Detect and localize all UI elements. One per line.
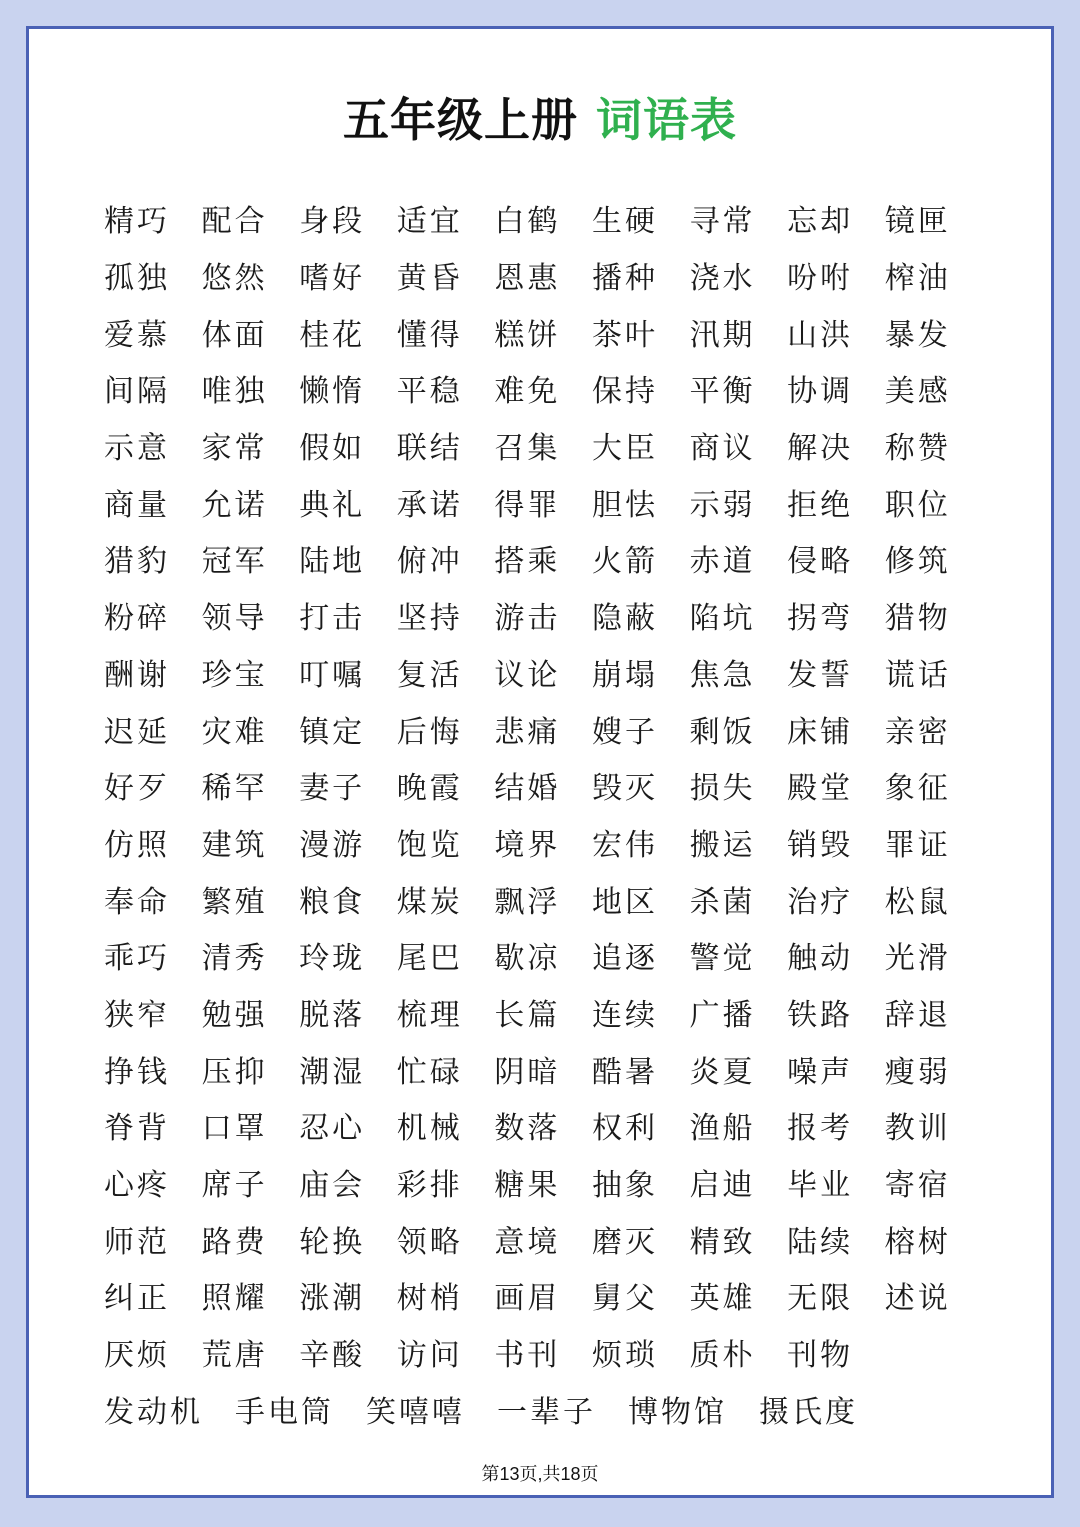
- word: 歇凉: [494, 941, 561, 977]
- word-row: [104, 417, 1024, 474]
- word: 床铺: [787, 714, 854, 750]
- word: 承诺: [396, 487, 463, 523]
- word: 报考: [787, 1111, 854, 1147]
- word: 铁路: [787, 997, 854, 1033]
- word: 职位: [884, 487, 951, 523]
- word: 假如: [299, 431, 366, 467]
- word: 纠正: [104, 1281, 170, 1317]
- word: 嗜好: [299, 261, 366, 297]
- word: 勉强: [201, 997, 268, 1033]
- word: 允诺: [201, 487, 268, 523]
- word: 崩塌: [591, 657, 658, 693]
- word: 爱慕: [104, 317, 170, 353]
- word-row: [104, 644, 1024, 701]
- word: 挣钱: [104, 1054, 170, 1090]
- word-row: [104, 303, 1024, 360]
- word: 身段: [299, 204, 366, 240]
- word: 稀罕: [201, 771, 268, 807]
- word: 磨灭: [591, 1224, 658, 1260]
- word: 吩咐: [787, 261, 854, 297]
- word: 发誓: [787, 657, 854, 693]
- word: 糕饼: [494, 317, 561, 353]
- word: 松鼠: [884, 884, 951, 920]
- word: 乖巧: [104, 941, 170, 977]
- word: 搬运: [689, 827, 756, 863]
- word: 拐弯: [787, 601, 854, 637]
- word: 保持: [591, 374, 658, 410]
- word: 迟延: [104, 714, 170, 750]
- word: 脱落: [299, 997, 366, 1033]
- word: 山洪: [787, 317, 854, 353]
- word: 焦急: [689, 657, 756, 693]
- word: 触动: [787, 941, 854, 977]
- word: 漫游: [299, 827, 366, 863]
- page-title: [0, 88, 1080, 152]
- word: 荒唐: [201, 1338, 268, 1374]
- word: 画眉: [494, 1281, 561, 1317]
- word: 树梢: [396, 1281, 463, 1317]
- word: 罪证: [884, 827, 951, 863]
- word: 忍心: [299, 1111, 366, 1147]
- word: 师范: [104, 1224, 170, 1260]
- word: 陆续: [787, 1224, 854, 1260]
- word: 嫂子: [591, 714, 658, 750]
- word: 火箭: [591, 544, 658, 580]
- word: 领略: [396, 1224, 463, 1260]
- word: 亲密: [884, 714, 951, 750]
- word: 脊背: [104, 1111, 170, 1147]
- word: 暴发: [884, 317, 951, 353]
- word: 联结: [396, 431, 463, 467]
- word: 潮湿: [299, 1054, 366, 1090]
- word: 播种: [591, 261, 658, 297]
- word: 噪声: [787, 1054, 854, 1090]
- word: 权利: [591, 1111, 658, 1147]
- word-row: [104, 814, 1024, 871]
- word: 境界: [494, 827, 561, 863]
- word: 涨潮: [299, 1281, 366, 1317]
- word: 侵略: [787, 544, 854, 580]
- word: 教训: [884, 1111, 951, 1147]
- word: 桂花: [299, 317, 366, 353]
- title-main: 五年级上册: [343, 93, 578, 147]
- word: 精致: [689, 1224, 756, 1260]
- word: 瘦弱: [884, 1054, 951, 1090]
- word: 广播: [689, 997, 756, 1033]
- word-row: [104, 927, 1024, 984]
- word: 剩饭: [689, 714, 756, 750]
- word: 游击: [494, 601, 561, 637]
- word: 猎物: [884, 601, 951, 637]
- word: 阴暗: [494, 1054, 561, 1090]
- word: 拒绝: [787, 487, 854, 523]
- word: 晚霞: [396, 771, 463, 807]
- word: 打击: [299, 601, 366, 637]
- word: 悠然: [201, 261, 268, 297]
- word: 启迪: [689, 1168, 756, 1204]
- word: 地区: [591, 884, 658, 920]
- word: 追逐: [591, 941, 658, 977]
- word-row: [104, 757, 1024, 814]
- word: 仿照: [104, 827, 170, 863]
- word: 镜匣: [884, 204, 951, 240]
- word: 胆怯: [591, 487, 658, 523]
- word: 体面: [201, 317, 268, 353]
- word: 叮嘱: [299, 657, 366, 693]
- word: 白鹤: [494, 204, 561, 240]
- word: 美感: [884, 374, 951, 410]
- title-accent: 词语表: [596, 93, 737, 147]
- word: 辛酸: [299, 1338, 366, 1374]
- word: 示弱: [689, 487, 756, 523]
- word: 称赞: [884, 431, 951, 467]
- word-row: [104, 473, 1024, 530]
- word: 修筑: [884, 544, 951, 580]
- word-row: [104, 360, 1024, 417]
- word: 厌烦: [104, 1338, 170, 1374]
- word: 得罪: [494, 487, 561, 523]
- word: 质朴: [689, 1338, 756, 1374]
- word: 尾巴: [396, 941, 463, 977]
- word: 路费: [201, 1224, 268, 1260]
- word: 寄宿: [884, 1168, 951, 1204]
- word: 奉命: [104, 884, 170, 920]
- word: 玲珑: [299, 941, 366, 977]
- word: 梳理: [396, 997, 463, 1033]
- word: 汛期: [689, 317, 756, 353]
- word-row: [104, 190, 1024, 247]
- word: 懂得: [396, 317, 463, 353]
- word: 摄氏度: [759, 1394, 858, 1430]
- word: 数落: [494, 1111, 561, 1147]
- word-row: [104, 530, 1024, 587]
- word: 平稳: [396, 374, 463, 410]
- word: 意境: [494, 1224, 561, 1260]
- word: 配合: [201, 204, 268, 240]
- word: 榨油: [884, 261, 951, 297]
- word: 陷坑: [689, 601, 756, 637]
- word: 舅父: [591, 1281, 658, 1317]
- word: 坚持: [396, 601, 463, 637]
- word: 搭乘: [494, 544, 561, 580]
- word-row: [104, 700, 1024, 757]
- word: 黄昏: [396, 261, 463, 297]
- word: 大臣: [591, 431, 658, 467]
- word: 轮换: [299, 1224, 366, 1260]
- word: 生硬: [591, 204, 658, 240]
- word: 照耀: [201, 1281, 268, 1317]
- word: 隐蔽: [591, 601, 658, 637]
- word: 悲痛: [494, 714, 561, 750]
- word: 毕业: [787, 1168, 854, 1204]
- word: 俯冲: [396, 544, 463, 580]
- word: 繁殖: [201, 884, 268, 920]
- word: 书刊: [494, 1338, 561, 1374]
- word: 酬谢: [104, 657, 170, 693]
- word: 访问: [396, 1338, 463, 1374]
- word: 述说: [884, 1281, 951, 1317]
- word: 浇水: [689, 261, 756, 297]
- word: 辞退: [884, 997, 951, 1033]
- word: 灾难: [201, 714, 268, 750]
- word: 孤独: [104, 261, 170, 297]
- word: 损失: [689, 771, 756, 807]
- word: 召集: [494, 431, 561, 467]
- word: 粮食: [299, 884, 366, 920]
- word: 陆地: [299, 544, 366, 580]
- word-row: [104, 587, 1024, 644]
- word-row: [104, 1267, 1024, 1324]
- word-row: [104, 1210, 1024, 1267]
- word: 间隔: [104, 374, 170, 410]
- word: 英雄: [689, 1281, 756, 1317]
- word-row-three-char: [104, 1380, 1024, 1437]
- word: 发动机: [104, 1394, 203, 1430]
- word: 忙碌: [396, 1054, 463, 1090]
- word: 糖果: [494, 1168, 561, 1204]
- word: 酷暑: [591, 1054, 658, 1090]
- word: 好歹: [104, 771, 170, 807]
- word-row: [104, 1040, 1024, 1097]
- word: 商议: [689, 431, 756, 467]
- word: 抽象: [591, 1168, 658, 1204]
- word: 粉碎: [104, 601, 170, 637]
- word: 光滑: [884, 941, 951, 977]
- word: 煤炭: [396, 884, 463, 920]
- word: 领导: [201, 601, 268, 637]
- word: 示意: [104, 431, 170, 467]
- word: 宏伟: [591, 827, 658, 863]
- word: 恩惠: [494, 261, 561, 297]
- word-row: [104, 1097, 1024, 1154]
- word: 飘浮: [494, 884, 561, 920]
- word: 解决: [787, 431, 854, 467]
- word: 典礼: [299, 487, 366, 523]
- word: 精巧: [104, 204, 170, 240]
- word: 无限: [787, 1281, 854, 1317]
- word: 饱览: [396, 827, 463, 863]
- word: 笑嘻嘻: [366, 1394, 465, 1430]
- word: 治疗: [787, 884, 854, 920]
- word: 压抑: [201, 1054, 268, 1090]
- word: 妻子: [299, 771, 366, 807]
- word-table: [104, 190, 1024, 1437]
- word: 建筑: [201, 827, 268, 863]
- word: 象征: [884, 771, 951, 807]
- word: 炎夏: [689, 1054, 756, 1090]
- word: 赤道: [689, 544, 756, 580]
- word: 忘却: [787, 204, 854, 240]
- word-row: [104, 984, 1024, 1041]
- word-row: [104, 1154, 1024, 1211]
- word: 渔船: [689, 1111, 756, 1147]
- word: 猎豹: [104, 544, 170, 580]
- word: 长篇: [494, 997, 561, 1033]
- word: 议论: [494, 657, 561, 693]
- word: 博物馆: [628, 1394, 727, 1430]
- word: 口罩: [201, 1111, 268, 1147]
- word: 懒惰: [299, 374, 366, 410]
- word: 珍宝: [201, 657, 268, 693]
- word: 杀菌: [689, 884, 756, 920]
- word: 谎话: [884, 657, 951, 693]
- word-row: [104, 1324, 1024, 1381]
- word: 心疼: [104, 1168, 170, 1204]
- word: 冠军: [201, 544, 268, 580]
- word: 协调: [787, 374, 854, 410]
- word: 适宜: [396, 204, 463, 240]
- word-row: [104, 870, 1024, 927]
- word: 后悔: [396, 714, 463, 750]
- word: 狭窄: [104, 997, 170, 1033]
- word: 榕树: [884, 1224, 951, 1260]
- word: 清秀: [201, 941, 268, 977]
- word: 复活: [396, 657, 463, 693]
- word: 连续: [591, 997, 658, 1033]
- word-row: [104, 247, 1024, 304]
- word: 警觉: [689, 941, 756, 977]
- word: 机械: [396, 1111, 463, 1147]
- word: 一辈子: [497, 1394, 596, 1430]
- word: 销毁: [787, 827, 854, 863]
- word: 彩排: [396, 1168, 463, 1204]
- word: 唯独: [201, 374, 268, 410]
- word: 难免: [494, 374, 561, 410]
- word: 商量: [104, 487, 170, 523]
- word: 刊物: [787, 1338, 854, 1374]
- word: 茶叶: [591, 317, 658, 353]
- word: 寻常: [689, 204, 756, 240]
- word: 殿堂: [787, 771, 854, 807]
- word: 毁灭: [591, 771, 658, 807]
- word: 镇定: [299, 714, 366, 750]
- word: 席子: [201, 1168, 268, 1204]
- word: 手电筒: [235, 1394, 334, 1430]
- word: 平衡: [689, 374, 756, 410]
- word: 家常: [201, 431, 268, 467]
- word: 烦琐: [591, 1338, 658, 1374]
- page-number: 第13页,共18页: [481, 1464, 599, 1484]
- word: 庙会: [299, 1168, 366, 1204]
- word: 结婚: [494, 771, 561, 807]
